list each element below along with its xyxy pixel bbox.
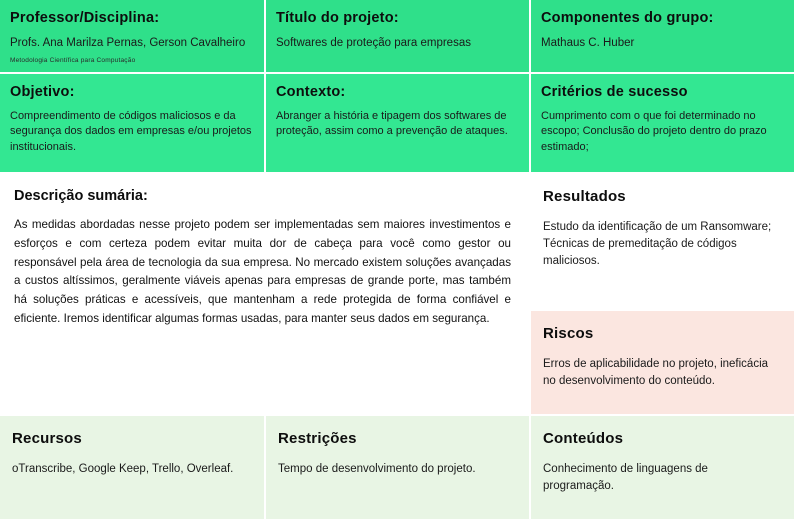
cell-descricao-sumaria — [0, 174, 529, 414]
professor-disciplina-title: Professor/Disciplina: — [10, 10, 160, 26]
professor-disciplina-text: Profs. Ana Marilza Pernas, Gerson Cavalheiro — [10, 36, 246, 49]
cell-contexto — [266, 74, 529, 172]
cell-componentes-grupo — [531, 0, 794, 72]
cell-conteudos — [531, 416, 794, 519]
descricao-sumaria-title: Descrição sumária: — [14, 188, 148, 204]
resultados-text: Estudo da identificação de um Ransomware; Técnicas de premeditação de códigos maliciosos. — [543, 221, 772, 267]
cell-professor-disciplina — [0, 0, 264, 72]
conteudos-text: Conhecimento de linguagens de programação. — [543, 463, 708, 492]
criterios-sucesso-title: Critérios de sucesso — [541, 84, 688, 100]
descricao-sumaria-text: As medidas abordadas nesse projeto podem ser implementadas sem maiores investimentos e esforços e com certeza podem evitar muita dor de cabeça para você como gestor ou responsável pela área de tecnologia da sua empresa. No mercado existem soluções avançadas a custos altíssimos, geralmente viáveis apenas para empresas de grande porte, mas também há soluções práticas e acessíveis, que mantenham a rede protegida de forma confiável e eficiente. Iremos identificar algumas formas usadas, para manter seus dados em segurança. — [14, 218, 511, 325]
cell-resultados — [531, 174, 794, 309]
objetivo-text: Compreendimento de códigos maliciosos e da segurança dos dados em empresas e/ou projetos institucionais. — [10, 109, 252, 153]
recursos-text: oTranscribe, Google Keep, Trello, Overleaf. — [12, 463, 234, 476]
resultados-title: Resultados — [543, 188, 626, 205]
titulo-projeto-text: Softwares de proteção para empresas — [276, 36, 471, 49]
cell-restricoes — [266, 416, 529, 519]
recursos-title: Recursos — [12, 430, 82, 447]
conteudos-title: Conteúdos — [543, 430, 624, 447]
cell-recursos — [0, 416, 264, 519]
cell-titulo-projeto — [266, 0, 529, 72]
restricoes-title: Restrições — [278, 430, 357, 447]
restricoes-text: Tempo de desenvolvimento do projeto. — [278, 463, 476, 476]
titulo-projeto-title: Título do projeto: — [276, 10, 399, 26]
professor-disciplina-note: Metodologia Científica para Computação — [10, 57, 136, 65]
cell-criterios-sucesso — [531, 74, 794, 172]
riscos-text: Erros de aplicabilidade no projeto, ineficácia no desenvolvimento do conteúdo. — [543, 358, 769, 387]
contexto-text: Abranger a história e tipagem dos softwares de proteção, assim como a prevenção de ataques. — [276, 109, 508, 138]
cell-riscos — [531, 311, 794, 414]
riscos-title: Riscos — [543, 325, 594, 342]
objetivo-title: Objetivo: — [10, 84, 75, 100]
criterios-sucesso-text: Cumprimento com o que foi determinado no escopo; Conclusão do projeto dentro do prazo estimado; — [541, 109, 767, 153]
contexto-title: Contexto: — [276, 84, 346, 100]
componentes-grupo-text: Mathaus C. Huber — [541, 36, 635, 49]
cell-objetivo — [0, 74, 264, 172]
componentes-grupo-title: Componentes do grupo: — [541, 10, 714, 26]
